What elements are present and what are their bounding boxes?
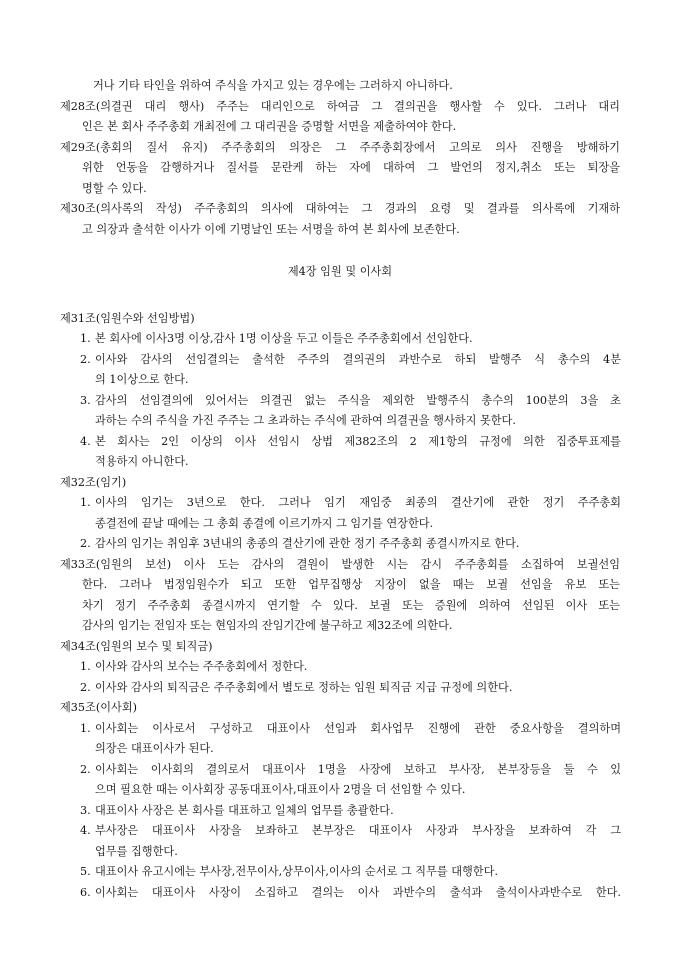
article-32 [0, 473, 680, 555]
article-34-heading: 제34조(임원의 보수 및 퇴직금) [60, 639, 213, 653]
item-number: 2. [80, 680, 91, 694]
list-item [0, 391, 680, 432]
article-29-line-3: 명할 수 있다. [82, 181, 147, 195]
item-number: 3. [80, 393, 91, 407]
item-number: 3. [80, 803, 91, 817]
list-item [0, 678, 680, 699]
item-text-continued: 으며 필요한 때는 이사회장 공동대표이사,대표이사 2명을 더 선임할 수 있다. [95, 783, 466, 796]
article-28-line-1: 제28조(의결권 대리 행사) 주주는 대리인으로 하여금 그 결의권을 행사할 수 있다. 그러나 대리 [60, 99, 620, 113]
article-31 [0, 309, 680, 473]
article-30-line-2: 고 의장과 출석한 이사가 이에 기명날인 또는 서명을 하여 본 회사에 보존한다. [82, 222, 460, 236]
article-30 [0, 199, 680, 240]
list-item [0, 657, 680, 678]
item-text: 감사의 선임결의에 있어서는 의결권 없는 주식을 제외한 발행주식 총수의 100분의 3을 초 [95, 393, 621, 407]
item-number: 1. [80, 496, 91, 509]
item-text: 본 회사는 2인 이상의 이사 선임시 상법 제382조의 2 제1항의 규정에 의한 집중투표제를 [95, 434, 621, 448]
list-item [0, 350, 680, 391]
list-item [0, 862, 680, 883]
article-29 [0, 138, 680, 200]
document-page [0, 76, 680, 903]
item-number: 6. [80, 885, 91, 899]
item-text: 이사회는 대표이사 사장이 소집하고 결의는 이사 과반수의 출석과 출석이사과반수로 한다. [95, 885, 621, 899]
item-text: 본 회사에 이사3명 이상,감사 1명 이상을 두고 이들은 주주총회에서 선임한다. [95, 332, 473, 345]
item-text: 이사회는 이사회의 결의로서 대표이사 1명을 사장에 보하고 부사장, 본부장등을 둘 수 있 [95, 762, 621, 776]
item-text-continued: 업무를 집행한다. [95, 844, 178, 858]
article-30-line-1: 제30조(의사록의 작성) 주주총회의 의사에 대하여는 그 경과의 요령 및 결과를 의사록에 기재하 [60, 202, 620, 215]
item-text: 이사와 감사의 퇴직금은 주주총회에서 별도로 정하는 임원 퇴직금 지급 규정에 의한다. [95, 680, 513, 694]
article-34 [0, 637, 680, 699]
item-number: 5. [80, 865, 91, 878]
item-number: 1. [80, 332, 91, 345]
item-number: 4. [80, 434, 91, 448]
item-text-continued: 적용하지 아니한다. [95, 455, 189, 468]
list-item [0, 432, 680, 473]
item-text-continued: 과하는 수의 주식을 가진 주주는 그 초과하는 주식에 관하여 의결권을 행사하지 못한다. [95, 414, 516, 427]
article-28-line-2: 인은 본 회사 주주총회 개최전에 그 대리권을 증명할 서면을 제출하여야 한다. [82, 120, 457, 133]
chapter-heading: 제4장 임원 및 이사회 [287, 265, 393, 278]
article-29-line-1: 제29조(총회의 질서 유지) 주주총회의 의장은 그 주주총회장에서 고의로 의사 진행을 방해하기 [60, 140, 620, 154]
item-number: 1. [80, 660, 91, 673]
item-number: 4. [80, 824, 91, 837]
article-29-line-2: 위한 언동을 감행하거나 질서를 문란케 하는 자에 대하여 그 발언의 정지,취소 또는 퇴장을 [82, 161, 620, 174]
item-text: 대표이사 사장은 본 회사를 대표하고 일체의 업무를 총괄한다. [95, 803, 394, 817]
item-number: 2. [80, 762, 91, 776]
article-33 [0, 555, 680, 637]
article-33-line-4: 감사의 임기는 전임자 또는 현임자의 잔임기간에 불구하고 제32조에 의한다. [82, 619, 453, 632]
item-text: 이사와 감사의 선임결의는 출석한 주주의 결의권의 과반수로 하되 발행주 식 총수의 4분 [95, 352, 621, 366]
article-32-heading: 제32조(임기) [60, 475, 127, 489]
continuation-line: 거나 기타 타인을 위하여 주식을 가지고 있는 경우에는 그러하지 아니하다. [93, 79, 453, 92]
article-35-heading: 제35조(이사회) [60, 701, 138, 714]
article-33-line-2: 한다. 그러나 법정임원수가 되고 또한 업무집행상 지장이 없을 때는 보궐 선임을 유보 또는 [82, 578, 620, 591]
item-text-continued: 종결전에 끝날 때에는 그 총회 종결에 이르기까지 그 임기를 연장한다. [95, 516, 434, 530]
item-text-continued: 의 1이상으로 한다. [95, 373, 189, 386]
item-text: 부사장은 대표이사 사장을 보좌하고 본부장은 대표이사 사장과 부사장을 보좌하여 각 그 [95, 824, 621, 837]
item-text: 이사의 임기는 3년으로 한다. 그러나 임기 재임중 최종의 결산기에 관한 정기 주주총회 [95, 496, 621, 509]
article-35 [0, 698, 680, 903]
list-item [0, 719, 680, 760]
item-text: 감사의 임기는 취임후 3년내의 총종의 결산기에 관한 정기 주주총회 종결시까지로 한다. [95, 537, 520, 550]
list-item [0, 821, 680, 862]
item-text: 이사회는 이사로서 구성하고 대표이사 선임과 회사업무 진행에 관한 중요사항을 결의하며 [95, 721, 621, 735]
item-text: 이사와 감사의 보수는 주주총회에서 정한다. [95, 660, 308, 673]
item-number: 1. [80, 721, 91, 735]
article-33-line-1: 제33조(임원의 보선) 이사 도는 감사의 결원이 발생한 시는 감시 주주총회를 소집하여 보궐선임 [60, 557, 620, 571]
list-item [0, 493, 680, 534]
list-item [0, 801, 680, 822]
list-item [0, 534, 680, 555]
list-item [0, 760, 680, 801]
article-31-heading: 제31조(임원수와 선임방법) [60, 311, 195, 325]
article-33-line-3: 차기 정기 주주총회 종결시까지 연기할 수 있다. 보궐 또는 증원에 의하여 선임된 이사 또는 [82, 598, 620, 612]
item-number: 2. [80, 537, 91, 550]
item-text-continued: 의장은 대표이사가 된다. [95, 742, 214, 755]
list-item [0, 329, 680, 350]
list-item [0, 883, 680, 904]
article-28 [0, 97, 680, 138]
item-number: 2. [80, 352, 91, 366]
item-text: 대표이사 유고시에는 부사장,전무이사,상무이사,이사의 순서로 그 직무를 대행한다. [95, 865, 499, 878]
